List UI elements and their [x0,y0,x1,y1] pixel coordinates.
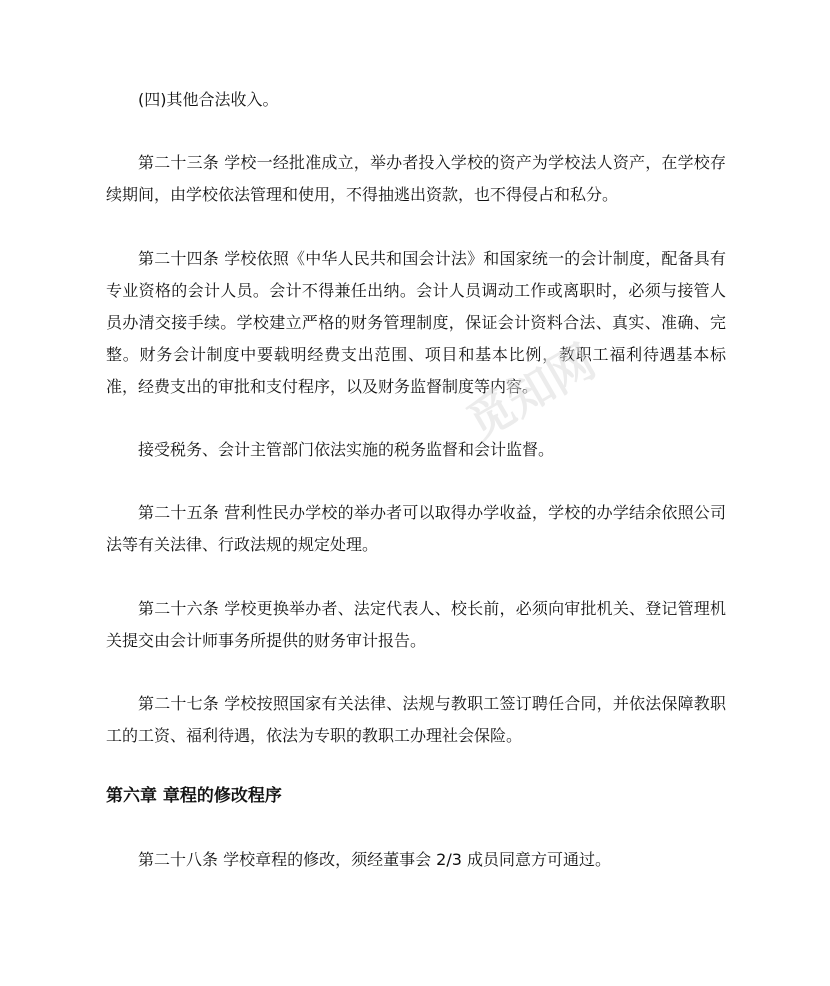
paragraph-article-24: 第二十四条 学校依照《中华人民共和国会计法》和国家统一的会计制度，配备具有专业资格的会计人员。会计不得兼任出纳。会计人员调动工作或离职时，必须与接管人员办清交接手续。学校建立严格的财务管理制度，保证会计资料合法、真实、准确、完整。财务会计制度中要载明经费支出范围、项目和基本比例，教职工福利待遇基本标准，经费支出的审批和支付程序，以及财务监督制度等内容。 [106,249,726,396]
paragraph-article-26: 第二十六条 学校更换举办者、法定代表人、校长前，必须向审批机关、登记管理机关提交由会计师事务所提供的财务审计报告。 [106,599,726,650]
paragraph-tax-supervision: 接受税务、会计主管部门依法实施的税务监督和会计监督。 [138,440,555,459]
paragraph-article-28: 第二十八条 学校章程的修改，须经董事会 2/3 成员同意方可通过。 [138,850,612,869]
paragraph-article-23: 第二十三条 学校一经批准成立，举办者投入学校的资产为学校法人资产，在学校存续期间，由学校依法管理和使用，不得抽逃出资款，也不得侵占和私分。 [106,153,726,204]
paragraph-other-income: (四)其他合法收入。 [138,90,279,109]
paragraph-article-25: 第二十五条 营利性民办学校的举办者可以取得办学收益，学校的办学结余依照公司法等有关法律、行政法规的规定处理。 [106,503,726,554]
paragraph-article-27: 第二十七条 学校按照国家有关法律、法规与教职工签订聘任合同，并依法保障教职工的工资、福利待遇，依法为专职的教职工办理社会保险。 [106,694,726,745]
chapter-title: 第六章 章程的修改程序 [106,786,282,806]
watermark-text: 觅知网 [457,333,605,450]
